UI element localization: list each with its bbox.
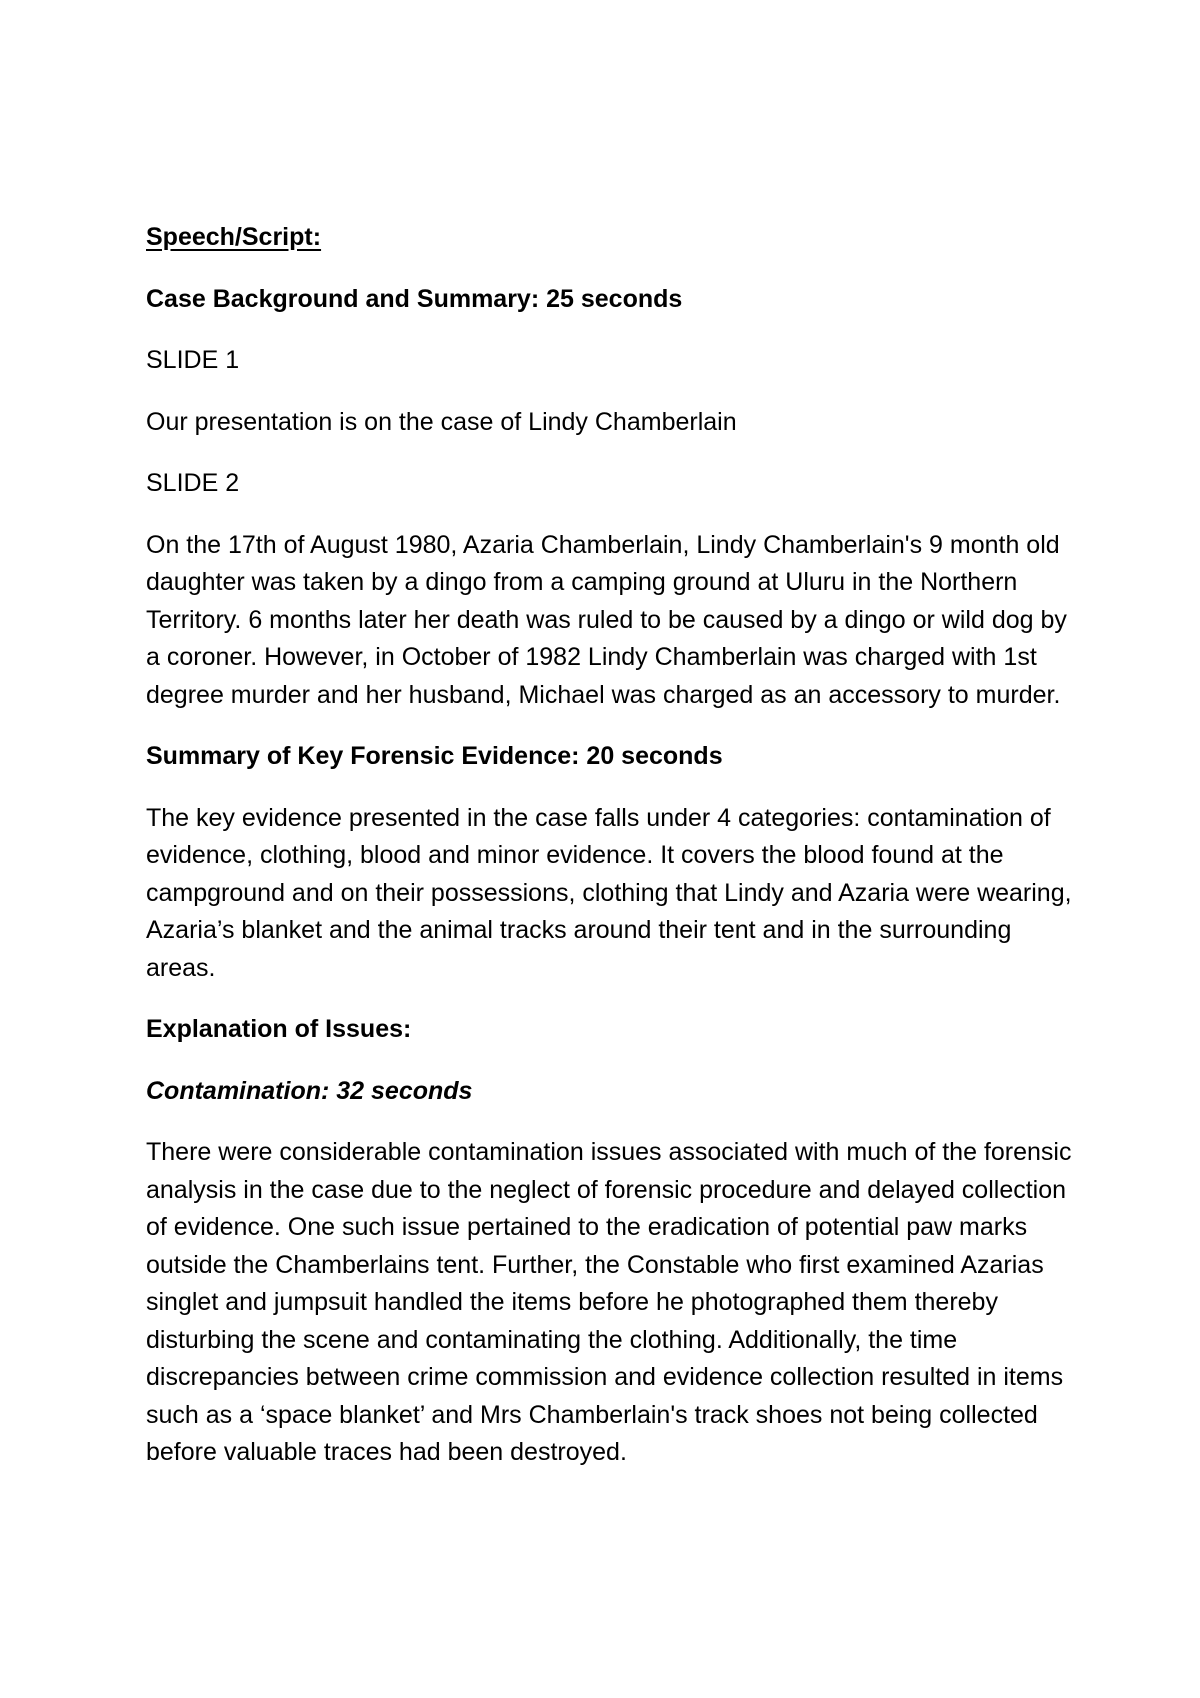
slide2-text: On the 17th of August 1980, Azaria Chamberlain, Lindy Chamberlain's 9 month old daughter was taken by a dingo from a camping ground at Uluru in the Northern Territory. 6 months later her death was ruled to be caused by a dingo or wild dog by a coroner. However, in October of 1982 Lindy Chamberlain was charged with 1st degree murder and her husband, Michael was charged as an accessory to murder. xyxy=(146,530,1067,709)
slide2-label: SLIDE 2 xyxy=(146,469,240,497)
contamination-text: There were considerable contamination issues associated with much of the forensic analysis in the case due to the neglect of forensic procedure and delayed collection of evidence. One such issue pertained to the eradication of potential paw marks outside the Chamberlains tent. Further, the Constable who first examined Azarias singlet and jumpsuit handled the items before he photographed them thereby disturbing the scene and contaminating the clothing. Additionally, the time discrepancies between crime commission and evidence collection resulted in items such as a ‘space blanket’ and Mrs Chamberlain's track shoes not being collected before valuable traces had been destroyed. xyxy=(146,1138,1072,1466)
case-background-heading: Case Background and Summary: 25 seconds xyxy=(146,284,683,313)
contamination-heading: Contamination: 32 seconds xyxy=(146,1076,473,1105)
issues-heading: Explanation of Issues: xyxy=(146,1015,412,1043)
key-evidence-heading: Summary of Key Forensic Evidence: 20 seconds xyxy=(146,742,723,770)
slide1-text: Our presentation is on the case of Lindy Chamberlain xyxy=(146,407,737,436)
key-evidence-text: The key evidence presented in the case falls under 4 categories: contamination of evidence, clothing, blood and minor evidence. It covers the blood found at the campground and on their possessions, clothing that Lindy and Azaria were wearing, Azaria’s blanket and the animal tracks around their tent and in the surrounding areas. xyxy=(146,803,1072,982)
slide1-label: SLIDE 1 xyxy=(146,346,240,374)
document-body xyxy=(146,219,1076,1496)
document-title: Speech/Script: xyxy=(146,223,322,251)
